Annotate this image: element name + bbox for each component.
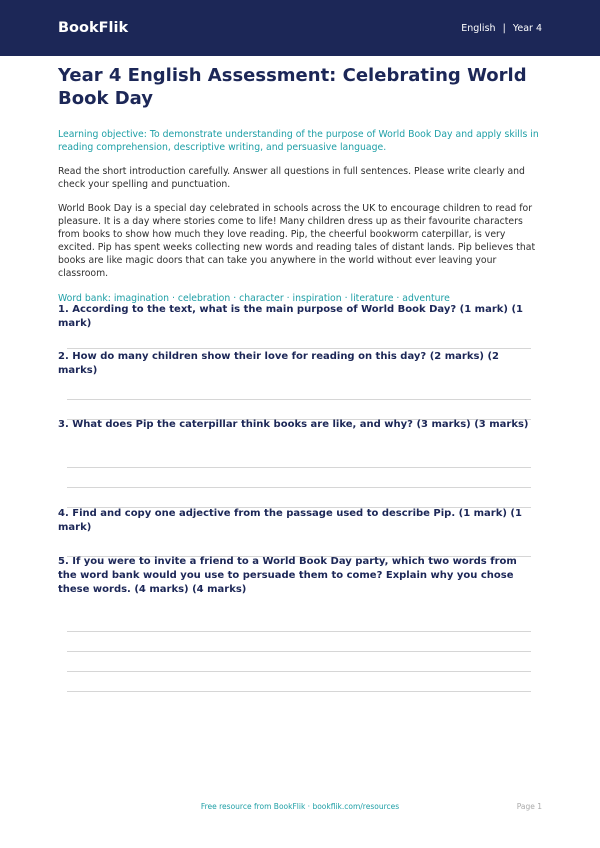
word-bank: Word bank: imagination · celebration · character · inspiration · literature · adventure [58,293,450,304]
page-header [0,0,600,56]
header-separator: | [502,22,506,34]
answer-line[interactable] [67,691,531,692]
subject-label: English [461,22,496,34]
footer-credit: Free resource from BookFlik · bookflik.com/resources [200,802,400,811]
answer-line[interactable] [67,671,531,672]
answer-line[interactable] [67,487,531,488]
question-1: 1. According to the text, what is the main purpose of World Book Day? (1 mark) (1 mark) [58,304,524,329]
intro-section [58,64,543,305]
page-number: Page 1 [516,802,542,811]
question-2: 2. How do many children show their love for reading on this day? (2 marks) (2 marks) [58,351,499,376]
page-title: Year 4 English Assessment: Celebrating World Book Day [58,65,527,109]
answer-line[interactable] [67,631,531,632]
year-label: Year 4 [512,22,542,34]
answer-line[interactable] [67,399,531,400]
learning-objective: Learning objective: To demonstrate understanding of the purpose of World Book Day and apply skills in reading comprehension, descriptive writing, and persuasive language. [58,129,539,153]
instructions: Read the short introduction carefully. Answer all questions in full sentences. Please write clearly and check your spelling and punctuation. [58,166,525,190]
question-3: 3. What does Pip the caterpillar think books are like, and why? (3 marks) (3 marks) [58,419,529,430]
question-4: 4. Find and copy one adjective from the passage used to describe Pip. (1 mark) (1 mark) [58,508,522,533]
question-5: 5. If you were to invite a friend to a World Book Day party, which two words from the word bank would you use to persuade them to come? Explain why you chose these words. (4 marks) (4 marks) [58,556,517,595]
reading-passage: World Book Day is a special day celebrated in schools across the UK to encourage children to read for pleasure. It is a day where stories come to life! Many children dress up as their favourite characters from books to show how much they love reading. Pip, the cheerful bookworm caterpillar, is very excited. Pip has spent weeks collecting new words and reading tales of distant lands. Pip believes that books are like magic doors that can take you anywhere in the world without ever leaving your classroom. [58,203,536,279]
answer-line[interactable] [67,348,531,349]
subject-year-label [461,23,542,34]
answer-line[interactable] [67,467,531,468]
brand-logo: BookFlik [58,20,129,36]
answer-line[interactable] [67,651,531,652]
